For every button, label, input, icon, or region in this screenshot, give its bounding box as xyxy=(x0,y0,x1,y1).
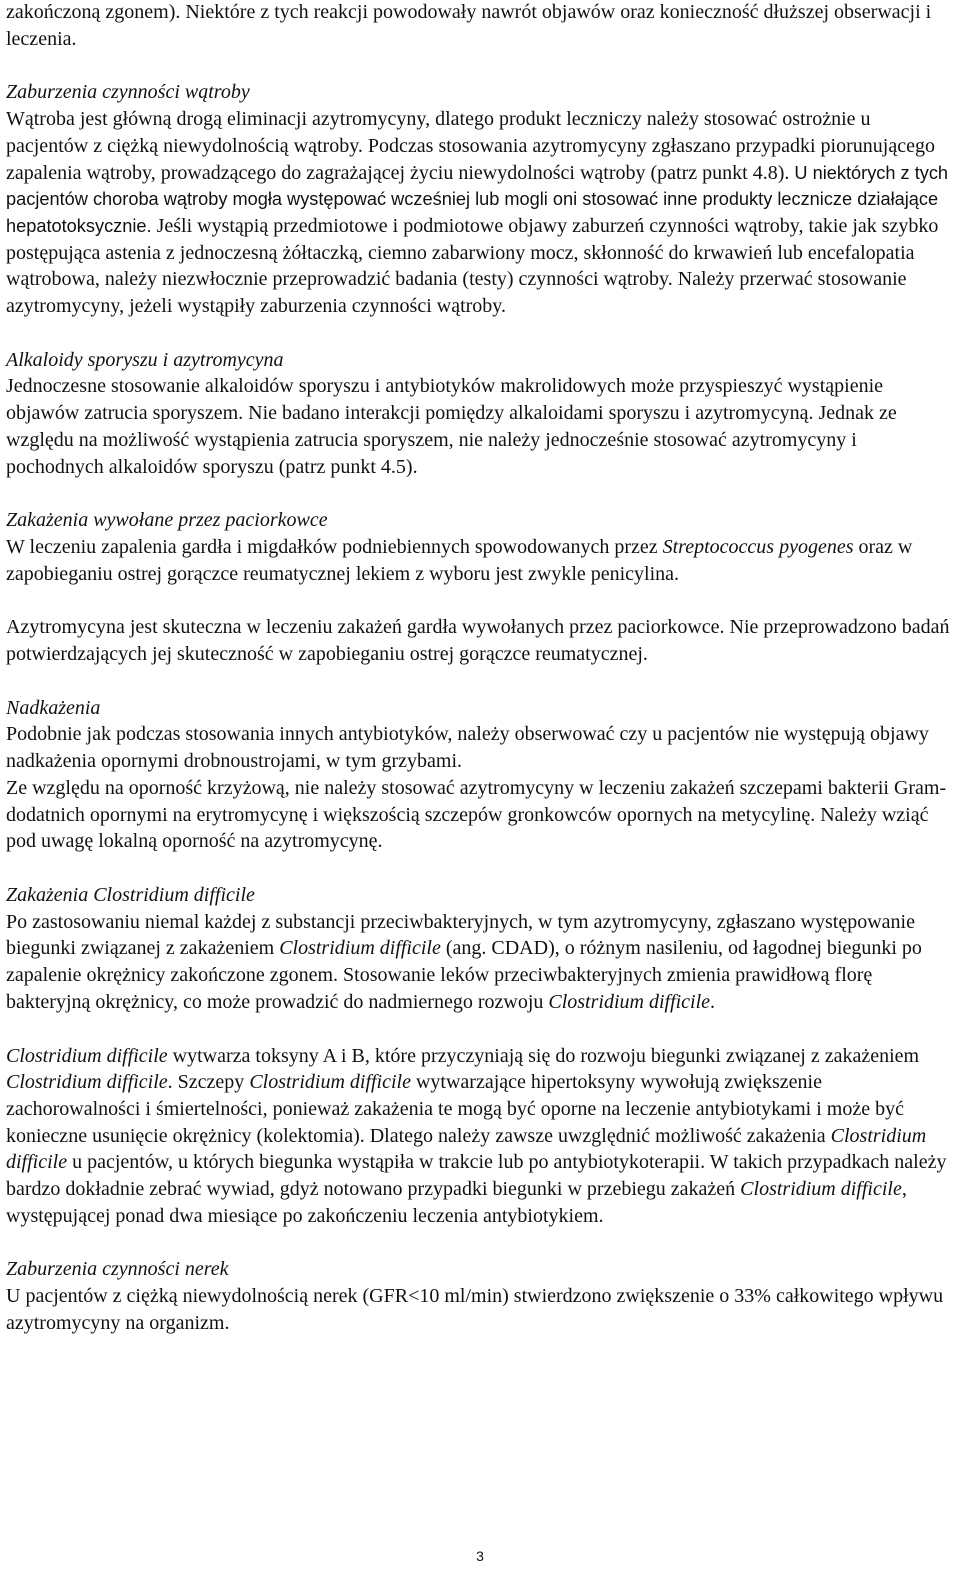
section-renal xyxy=(6,1256,954,1336)
body-text-sans: U niektórych z tych pacjentów choroba wątroby mogła występować wcześniej lub mogli oni stosować inne produkty lecznicze działające hepatotoksycznie. xyxy=(6,162,949,236)
section-liver xyxy=(6,79,954,319)
body-text: wytwarza toksyny A i B, które przyczyniają się do rozwoju biegunki związanej z zakażeniem xyxy=(167,1044,920,1067)
document-page xyxy=(6,0,954,1337)
section-body: Azytromycyna jest skuteczna w leczeniu zakażeń gardła wywołanych przez paciorkowce. Nie przeprowadzono badań potwierdzających jej skuteczność w zapobieganiu ostrej gorączce reumatycznej. xyxy=(6,616,950,666)
section-ergot xyxy=(6,347,954,481)
body-text: , występującej ponad dwa miesiące po zakończeniu leczenia antybiotykiem. xyxy=(6,1178,907,1227)
body-text: wytwarzające hipertoksyny wywołują zwiększenie zachorowalności i śmiertelności, ponieważ zakażenia te mogą być oporne na leczenie antybiotykami i może być konieczne usunięcie okrężnicy (kolektomia). Dlatego należy zawsze uwzględnić możliwość zakażenia xyxy=(6,1071,904,1147)
organism-name: Clostridium difficile xyxy=(249,1071,411,1094)
section-body xyxy=(6,106,954,320)
page-number: 3 xyxy=(476,1548,484,1564)
section-streptococcal xyxy=(6,507,954,668)
organism-name: Clostridium difficile xyxy=(740,1178,902,1201)
body-text: (ang. CDAD), o różnym nasileniu, od łagodnej biegunki po zapalenie okrężnicy zakończone zgonem. Stosowanie leków przeciwbakteryjnych zmienia prawidłową florę bakteryjną okrężnicy, co może prowadzić do nadmiernego rozwoju xyxy=(6,937,922,1013)
section-heading: Zaburzenia czynności nerek xyxy=(6,1258,229,1281)
organism-name: Clostridium difficile xyxy=(279,937,441,960)
body-text: u pacjentów, u których biegunka wystąpiła w trakcie lub po antybiotykoterapii. W takich przypadkach należy bardzo dokładnie zebrać wywiad, gdyż notowano przypadki biegunki w przebiegu zakażeń xyxy=(6,1151,947,1201)
species-name: Streptococcus pyogenes xyxy=(662,535,854,558)
section-body xyxy=(6,909,954,1016)
body-text: . Szczepy xyxy=(167,1071,250,1094)
body-text: Jeśli wystąpią przedmiotowe i podmiotowe objawy zaburzeń czynności wątroby, takie jak szybko postępująca astenia z jednoczesną żółtaczką, ciemno zabarwiony mocz, skłonność do krwawień lub encefalopatia wątrobowa, należy niezwłocznie przeprowadzić badania (testy) czynności wątroby. Należy przerwać stosowanie azytromycyny, jeżeli wystąpiły zaburzenia czynności wątroby. xyxy=(6,214,939,318)
organism-name: Clostridium difficile xyxy=(548,990,711,1013)
body-text: Podczas stosowania azytromycyny zgłaszano przypadki piorunującego zapalenia wątroby, prowadzącego do zagrażającej życiu niewydolności wątroby (patrz punkt 4.8). xyxy=(6,134,935,184)
body-text: W leczeniu zapalenia gardła i migdałków podniebiennych spowodowanych przez xyxy=(6,535,663,558)
body-text: . xyxy=(710,990,716,1013)
section-heading: Zaburzenia czynności wątroby xyxy=(6,81,250,104)
section-heading: Alkaloidy sporyszu i azytromycyna xyxy=(6,348,284,371)
intro-paragraph: zakończoną zgonem). Niektóre z tych reakcji powodowały nawrót objawów oraz konieczność dłuższej obserwacji i leczenia. xyxy=(6,1,932,50)
section-heading: Nadkażenia xyxy=(6,696,101,719)
section-clostridium xyxy=(6,882,954,1229)
section-body: U pacjentów z ciężką niewydolnością nerek (GFR<10 ml/min) stwierdzono zwiększenie o 33% całkowitego wpływu azytromycyny na organizm. xyxy=(6,1285,944,1334)
section-body xyxy=(6,1043,954,1230)
organism-name: Clostridium difficile xyxy=(6,1071,168,1094)
section-body: Ze względu na oporność krzyżową, nie należy stosować azytromycyny w leczeniu zakażeń szczepami bakterii Gram-dodatnich opornymi na erytromycynę i większością szczepów gronkowców opornych na metycylinę. Należy wziąć pod uwagę lokalną oporność na azytromycynę. xyxy=(6,776,947,853)
body-text: Wątroba jest główną drogą eliminacji azytromycyny, dlatego produkt leczniczy należy stosować ostrożnie u pacjentów z ciężką niewydolnością wątroby. xyxy=(6,108,871,157)
section-body xyxy=(6,534,954,587)
section-heading: Zakażenia wywołane przez paciorkowce xyxy=(6,509,328,532)
body-text: oraz w zapobieganiu ostrej gorączce reumatycznej lekiem z wyboru jest zwykle penicylina. xyxy=(6,535,913,585)
section-superinfection xyxy=(6,695,954,855)
section-body: Podobnie jak podczas stosowania innych antybiotyków, należy obserwować czy u pacjentów nie występują objawy nadkażenia opornymi drobnoustrojami, w tym grzybami. xyxy=(6,723,929,773)
organism-name: Clostridium difficile xyxy=(6,1044,168,1067)
organism-name: Clostridium difficile xyxy=(6,1124,927,1174)
section-heading: Zakażenia Clostridium difficile xyxy=(6,883,255,906)
body-text: Po zastosowaniu niemal każdej z substancji przeciwbakteryjnych, w tym azytromycyny, zgłaszano występowanie biegunki związanej z zakażeniem xyxy=(6,910,915,960)
section-body: Jednoczesne stosowanie alkaloidów sporyszu i antybiotyków makrolidowych może przyspieszyć wystąpienie objawów zatrucia sporyszem. Nie badano interakcji pomiędzy alkaloidami sporyszu i azytromycyną. Jednak ze względu na możliwość wystąpienia zatrucia sporyszem, nie należy jednocześnie stosować azytromycyny i pochodnych alkaloidów sporyszu (patrz punkt 4.5). xyxy=(6,375,897,478)
